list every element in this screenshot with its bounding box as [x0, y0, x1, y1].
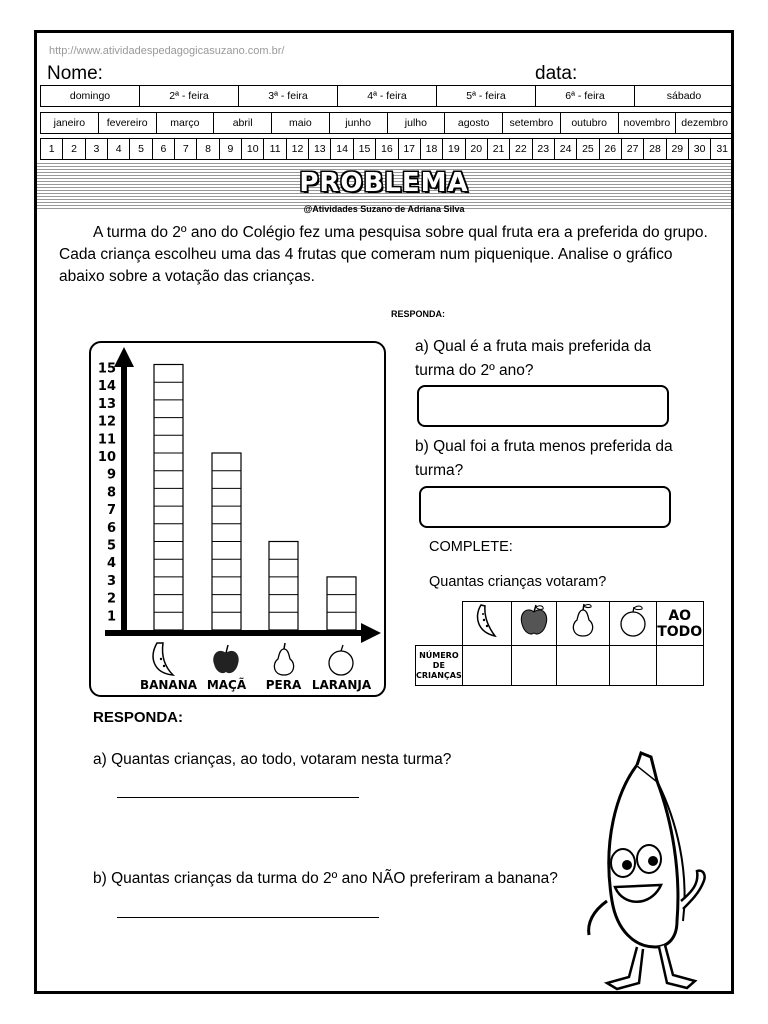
day-cell[interactable]: 26 [599, 139, 621, 160]
day-cell[interactable]: 6 [152, 139, 174, 160]
bar [327, 577, 356, 630]
weekday-cell[interactable]: sábado [635, 86, 734, 107]
category-label: MAÇÃ [206, 678, 247, 692]
page-title: PROBLEMA [299, 168, 469, 198]
category-label: PERA [265, 678, 302, 692]
intro-paragraph: A turma do 2º ano do Colégio fez uma pesquisa sobre qual fruta era a preferida do grupo. Cada criança escolheu uma das 4 frutas que comeram num piquenique. Analise o gráfico abaixo sobre a votação das crianças. [59, 224, 708, 285]
answer-box-b[interactable] [419, 486, 671, 528]
responda-label-small: RESPONDA: [391, 309, 446, 319]
day-cell[interactable]: 1 [41, 139, 63, 160]
y-tick-label: 1 [106, 609, 116, 625]
day-cell[interactable]: 21 [487, 139, 509, 160]
cell-orange[interactable] [609, 646, 656, 686]
month-cell[interactable]: maio [272, 113, 330, 134]
month-cell[interactable]: março [156, 113, 214, 134]
y-tick-label: 14 [97, 379, 116, 395]
y-axis-arrow [114, 347, 134, 367]
answer-line-b[interactable] [117, 917, 379, 918]
y-tick-label: 10 [97, 450, 116, 465]
day-cell[interactable]: 22 [510, 139, 532, 160]
complete-label: COMPLETE: [429, 539, 513, 555]
credit-line: @Atividades Suzano de Adriana Silva [303, 204, 465, 214]
y-tick-label: 4 [106, 556, 116, 572]
weekday-cell[interactable]: 6ª - feira [536, 86, 635, 107]
month-cell[interactable]: fevereiro [98, 113, 156, 134]
day-cell[interactable]: 28 [644, 139, 666, 160]
banana-mascot [577, 751, 727, 991]
votes-table [415, 601, 704, 686]
weekday-cell[interactable]: 5ª - feira [437, 86, 536, 107]
cell-banana[interactable] [462, 646, 511, 686]
day-cell[interactable]: 10 [242, 139, 264, 160]
pear-icon [556, 602, 609, 646]
category-label: LARANJA [311, 678, 372, 692]
answer-box-a[interactable] [417, 385, 669, 427]
day-cell[interactable]: 19 [443, 139, 465, 160]
month-cell[interactable]: outubro [560, 113, 618, 134]
x-axis-arrow [361, 623, 381, 643]
month-cell[interactable]: abril [214, 113, 272, 134]
orange-icon [609, 602, 656, 646]
orange-icon [329, 645, 353, 675]
y-tick-label: 9 [106, 467, 116, 483]
y-tick-label: 11 [97, 432, 116, 448]
day-row [40, 138, 734, 160]
y-tick-label: 13 [97, 396, 116, 412]
day-cell[interactable]: 13 [309, 139, 331, 160]
apple-icon [511, 602, 556, 646]
votes-question: Quantas crianças votaram? [429, 574, 607, 590]
apple-icon [213, 645, 238, 673]
chart-frame [89, 341, 386, 697]
question-a-bottom: a) Quantas crianças, ao todo, votaram nesta turma? [93, 751, 452, 768]
day-cell[interactable]: 5 [130, 139, 152, 160]
month-cell[interactable]: janeiro [41, 113, 99, 134]
y-tick-label: 5 [106, 538, 116, 554]
month-cell[interactable]: agosto [445, 113, 503, 134]
day-cell[interactable]: 16 [376, 139, 398, 160]
table-total-header: AO TODO [656, 602, 703, 646]
day-cell[interactable]: 12 [286, 139, 308, 160]
day-cell[interactable]: 15 [353, 139, 375, 160]
month-cell[interactable]: junho [329, 113, 387, 134]
banana-icon [153, 643, 173, 675]
month-row [40, 112, 734, 134]
day-cell[interactable]: 27 [621, 139, 643, 160]
y-tick-label: 12 [97, 414, 116, 430]
category-label: BANANA [139, 678, 198, 692]
weekday-cell[interactable]: domingo [41, 86, 140, 107]
name-label: Nome: [47, 63, 103, 84]
month-cell[interactable]: setembro [503, 113, 561, 134]
bar [269, 542, 298, 631]
month-cell[interactable]: novembro [618, 113, 676, 134]
day-cell[interactable]: 30 [688, 139, 710, 160]
cell-total[interactable] [656, 646, 703, 686]
cell-pear[interactable] [556, 646, 609, 686]
day-cell[interactable]: 3 [85, 139, 107, 160]
day-cell[interactable]: 9 [219, 139, 241, 160]
bar [154, 365, 183, 631]
day-cell[interactable]: 11 [264, 139, 286, 160]
day-cell[interactable]: 20 [465, 139, 487, 160]
weekday-cell[interactable]: 4ª - feira [338, 86, 437, 107]
answer-line-a[interactable] [117, 797, 359, 798]
date-label: data: [535, 63, 578, 84]
weekday-row [40, 85, 734, 107]
site-url: http://www.atividadespedagogicasuzano.com.br/ [49, 45, 285, 57]
month-cell[interactable]: dezembro [676, 113, 734, 134]
day-cell[interactable]: 23 [532, 139, 554, 160]
day-cell[interactable]: 4 [108, 139, 130, 160]
banana-icon [462, 602, 511, 646]
table-row-label: NÚMERO DE CRIANÇAS [416, 646, 463, 686]
y-tick-label: 8 [106, 485, 116, 501]
worksheet-page [34, 30, 734, 994]
responda-label: RESPONDA: [93, 709, 184, 726]
bar-chart [91, 343, 384, 695]
day-cell[interactable]: 24 [554, 139, 576, 160]
y-tick-label: 7 [106, 503, 116, 519]
y-tick-label: 15 [97, 361, 116, 377]
day-cell[interactable]: 2 [63, 139, 85, 160]
question-a-right: a) Qual é a fruta mais preferida da turma do 2º ano? [415, 338, 652, 379]
y-tick-label: 3 [106, 573, 116, 589]
day-cell[interactable]: 14 [331, 139, 353, 160]
day-cell[interactable]: 29 [666, 139, 688, 160]
y-tick-label: 6 [106, 520, 116, 536]
day-cell[interactable]: 25 [577, 139, 599, 160]
day-cell[interactable]: 7 [175, 139, 197, 160]
weekday-cell[interactable]: 2ª - feira [140, 86, 239, 107]
pear-icon [274, 643, 293, 675]
day-cell[interactable]: 18 [420, 139, 442, 160]
cell-apple[interactable] [511, 646, 556, 686]
day-cell[interactable]: 8 [197, 139, 219, 160]
day-cell[interactable]: 17 [398, 139, 420, 160]
y-tick-label: 2 [106, 591, 116, 607]
day-cell[interactable]: 31 [711, 139, 734, 160]
month-cell[interactable]: julho [387, 113, 445, 134]
weekday-cell[interactable]: 3ª - feira [239, 86, 338, 107]
question-b-right: b) Qual foi a fruta menos preferida da turma? [415, 438, 673, 479]
question-b-bottom: b) Quantas crianças da turma do 2º ano NÃO preferiram a banana? [93, 870, 558, 887]
